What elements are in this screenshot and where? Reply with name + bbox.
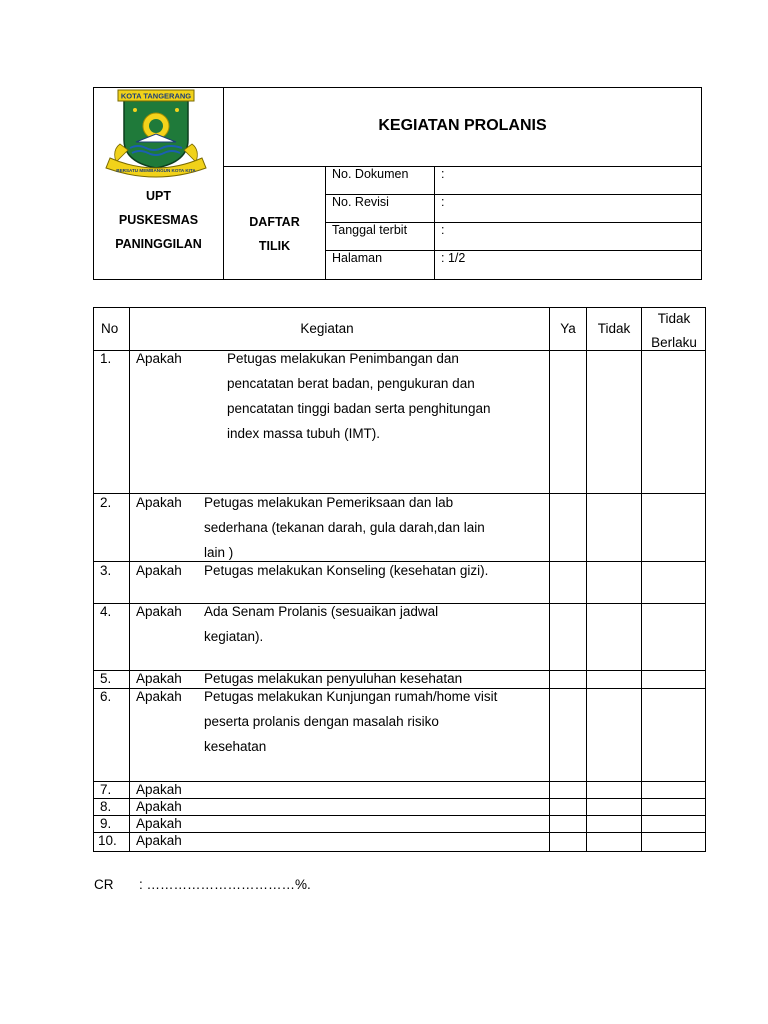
kota-tangerang-logo	[102, 88, 210, 180]
meta-value: :	[441, 223, 445, 237]
col-header-no: No	[101, 321, 119, 336]
row-text-line: kegiatan).	[204, 629, 264, 644]
row-text-line: Petugas melakukan Kunjungan rumah/home visit	[204, 689, 498, 704]
row-text	[204, 599, 438, 649]
org-line: UPT	[146, 189, 171, 203]
doc-type-line: TILIK	[258, 239, 291, 253]
svg-text:BERSATU MEMBANGUN KOTA KITA: BERSATU MEMBANGUN KOTA KITA	[116, 168, 196, 173]
row-text-line: pencatatan tinggi badan serta penghitungan	[227, 401, 491, 416]
page-title: KEGIATAN PROLANIS	[378, 117, 547, 134]
meta-label: Tanggal terbit	[332, 223, 408, 237]
meta-value: :	[441, 195, 445, 209]
meta-label: No. Dokumen	[332, 167, 409, 181]
row-prefix: Apakah	[136, 495, 182, 510]
row-text-line: pencatatan berat badan, pengukuran dan	[227, 376, 475, 391]
meta-value: :	[441, 167, 445, 181]
row-text-line: Petugas melakukan Konseling (kesehatan gizi).	[204, 563, 489, 578]
cr-label: CR	[94, 877, 114, 892]
row-number: 4.	[100, 604, 112, 619]
row-number: 9.	[100, 816, 112, 831]
row-number: 3.	[100, 563, 112, 578]
row-prefix: Apakah	[136, 671, 182, 686]
svg-text:KOTA TANGERANG: KOTA TANGERANG	[120, 91, 192, 101]
row-text-line: index massa tubuh (IMT).	[227, 426, 381, 441]
row-text	[204, 490, 485, 565]
cr-value: : ……………………………%.	[139, 877, 311, 892]
row-prefix: Apakah	[136, 689, 182, 704]
col-header-kegiatan: Kegiatan	[300, 321, 354, 336]
row-prefix: Apakah	[136, 351, 182, 366]
row-text-line: Ada Senam Prolanis (sesuaikan jadwal	[204, 604, 439, 619]
row-text-line: lain )	[204, 545, 234, 560]
doc-type-line: DAFTAR	[249, 215, 300, 229]
col-header-line: Tidak	[657, 311, 691, 326]
row-number: 6.	[100, 689, 112, 704]
row-text-line: sederhana (tekanan darah, gula darah,dan lain	[204, 520, 485, 535]
org-line: PUSKESMAS	[118, 213, 199, 227]
row-prefix: Apakah	[136, 604, 182, 619]
row-prefix: Apakah	[136, 782, 182, 797]
row-text-line: Petugas melakukan penyuluhan kesehatan	[204, 671, 463, 686]
org-name	[94, 184, 223, 256]
meta-value: : 1/2	[441, 251, 466, 265]
row-text	[204, 684, 497, 759]
row-number: 1.	[100, 351, 112, 366]
row-number: 10.	[98, 833, 117, 848]
row-text-line: Petugas melakukan Penimbangan dan	[227, 351, 459, 366]
row-number: 7.	[100, 782, 112, 797]
row-prefix: Apakah	[136, 799, 182, 814]
row-prefix: Apakah	[136, 563, 182, 578]
row-text-line: kesehatan	[204, 739, 267, 754]
meta-label: No. Revisi	[332, 195, 389, 209]
org-line: PANINGGILAN	[115, 237, 202, 251]
col-header-tidak-berlaku	[642, 307, 706, 355]
row-number: 5.	[100, 671, 112, 686]
col-header-ya: Ya	[560, 321, 576, 336]
meta-label: Halaman	[332, 251, 383, 265]
row-text	[227, 346, 490, 446]
doc-type	[224, 210, 325, 258]
row-prefix: Apakah	[136, 833, 182, 848]
row-text-line: Petugas melakukan Pemeriksaan dan lab	[204, 495, 454, 510]
col-header-line: Berlaku	[651, 335, 697, 350]
col-header-tidak: Tidak	[597, 321, 631, 336]
row-text-line: peserta prolanis dengan masalah risiko	[204, 714, 439, 729]
row-number: 8.	[100, 799, 112, 814]
row-number: 2.	[100, 495, 112, 510]
row-prefix: Apakah	[136, 816, 182, 831]
